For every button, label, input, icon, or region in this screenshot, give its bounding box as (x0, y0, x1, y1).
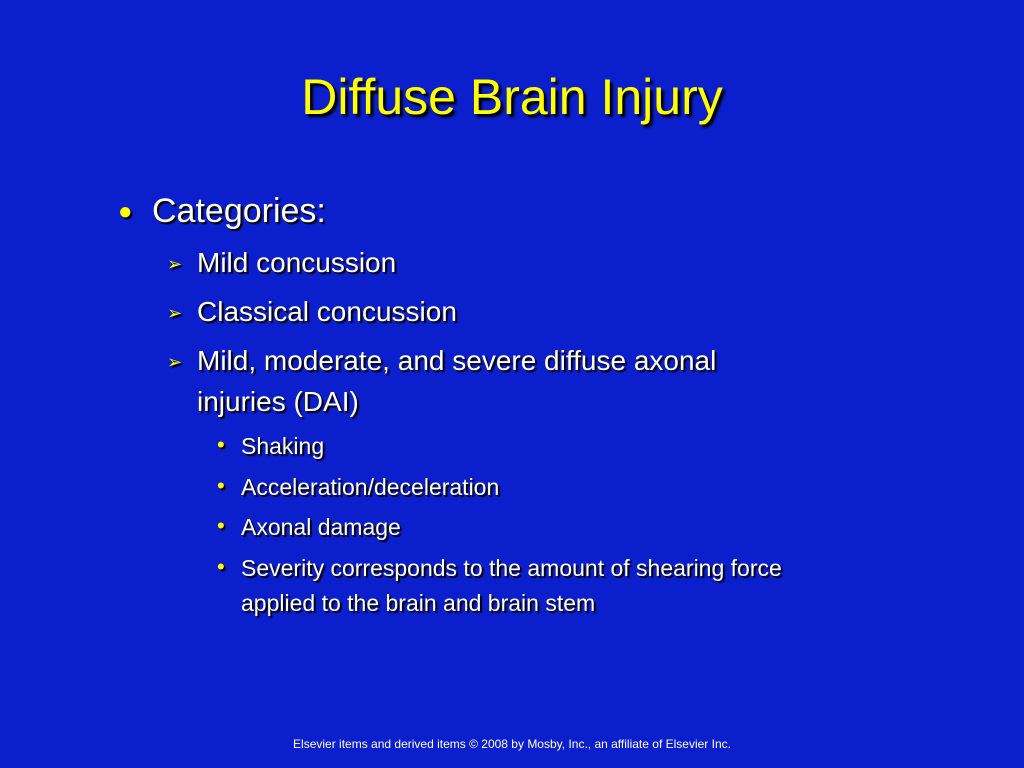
list-item-acceleration (217, 470, 500, 504)
list-item-text: applied to the brain and brain stem (241, 590, 596, 616)
arrowhead-icon: ➢ (167, 303, 183, 323)
list-item-text: Severity corresponds to the amount of shearing force (241, 555, 782, 581)
list-item-text: Classical concussion (197, 296, 457, 327)
list-item-severity-continuation (241, 586, 595, 620)
list-item-shaking (217, 429, 325, 463)
dot-icon: • (217, 513, 225, 538)
list-item-classical-concussion (167, 292, 457, 332)
list-item-dai (167, 341, 717, 381)
list-item-severity (217, 551, 782, 585)
list-item-axonal-damage (217, 510, 401, 544)
list-item-text: Mild concussion (197, 247, 397, 278)
list-item-categories (118, 191, 326, 231)
arrowhead-icon: ➢ (167, 254, 183, 274)
slide-title: Diffuse Brain Injury (301, 69, 723, 125)
list-item-text: Acceleration/deceleration (241, 474, 500, 500)
filled-circle-icon: ● (118, 198, 133, 225)
list-item-dai-continuation (197, 382, 359, 422)
list-item-mild-concussion (167, 243, 397, 283)
list-item-text: injuries (DAI) (197, 386, 359, 417)
list-item-text: Axonal damage (241, 514, 401, 540)
dot-icon: • (217, 432, 225, 457)
copyright-footer: Elsevier items and derived items © 2008 by Mosby, Inc., an affiliate of Elsevier Inc. (293, 737, 731, 751)
arrowhead-icon: ➢ (167, 352, 183, 372)
list-item-text: Categories: (152, 192, 326, 230)
list-item-text: Shaking (241, 433, 325, 459)
dot-icon: • (217, 473, 225, 498)
list-item-text: Mild, moderate, and severe diffuse axonal (197, 345, 717, 376)
dot-icon: • (217, 554, 225, 579)
